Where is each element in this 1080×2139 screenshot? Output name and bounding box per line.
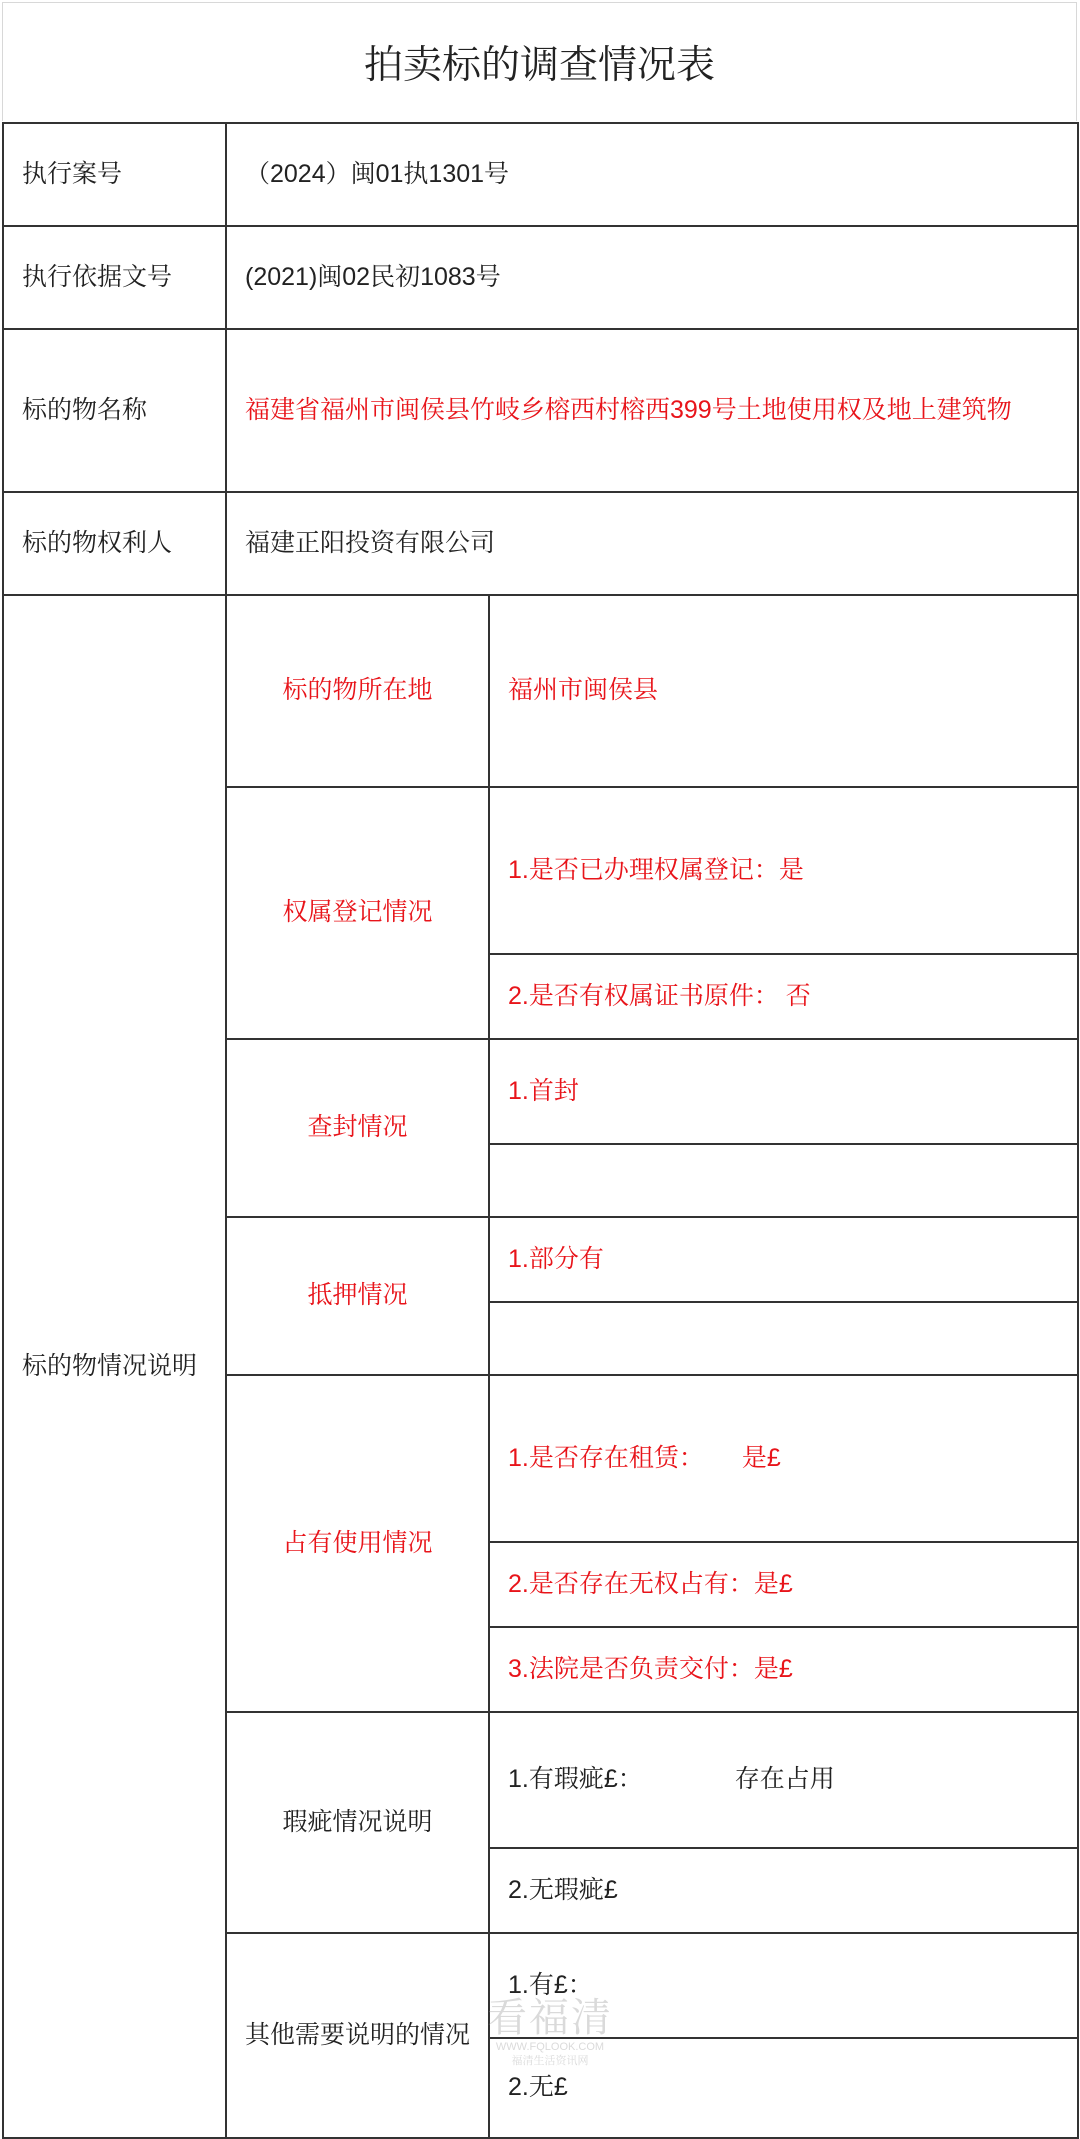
row-basis-doc (3, 226, 1078, 329)
case-no-label: 执行案号 (3, 123, 226, 226)
subject-name-label: 标的物名称 (3, 329, 226, 492)
occupancy-item-2: 2.是否存在无权占有：是£ (489, 1542, 1078, 1627)
occupancy-item-1-label: 1.是否存在租赁： (508, 1443, 704, 1472)
other-item-1: 1.有£： (489, 1933, 1078, 2038)
occupancy-label: 占有使用情况 (226, 1375, 489, 1712)
seizure-item-1: 1.首封 (489, 1039, 1078, 1144)
row-subject-name (3, 329, 1078, 492)
other-label: 其他需要说明的情况 (226, 1933, 489, 2138)
registration-item-1: 1.是否已办理权属登记：是 (489, 787, 1078, 954)
seizure-item-2 (489, 1144, 1078, 1217)
defects-item-1-value: 存在占用 (734, 1765, 835, 1794)
occupancy-item-3: 3.法院是否负责交付：是£ (489, 1627, 1078, 1712)
mortgage-item-2 (489, 1302, 1078, 1375)
details-label: 标的物情况说明 (3, 595, 226, 2138)
defects-item-1 (489, 1712, 1078, 1848)
mortgage-label: 抵押情况 (226, 1217, 489, 1375)
row-owner (3, 492, 1078, 595)
defects-label: 瑕疵情况说明 (226, 1712, 489, 1933)
subject-name-value: 福建省福州市闽侯县竹岐乡榕西村榕西399号土地使用权及地上建筑物 (226, 329, 1078, 492)
case-no-value: （2024）闽01执1301号 (226, 123, 1078, 226)
watermark-main: 看福清 (487, 1996, 613, 2040)
occupancy-item-1 (489, 1375, 1078, 1542)
seizure-label: 查封情况 (226, 1039, 489, 1217)
row-case-no (3, 123, 1078, 226)
basis-doc-value: (2021)闽02民初1083号 (226, 226, 1078, 329)
auction-survey-table (2, 122, 1079, 2139)
location-label: 标的物所在地 (226, 595, 489, 787)
mortgage-item-1: 1.部分有 (489, 1217, 1078, 1302)
location-value: 福州市闽侯县 (489, 595, 1078, 787)
defects-item-1-label: 1.有瑕疵£： (508, 1765, 643, 1794)
watermark-tagline: 福清生活资讯网 (511, 2055, 589, 2067)
other-item-2: 2.无£ (489, 2038, 1078, 2138)
basis-doc-label: 执行依据文号 (3, 226, 226, 329)
watermark-url: WWW.FQLOOK.COM (495, 2041, 605, 2053)
occupancy-item-1-value: 是£ (741, 1443, 781, 1472)
defects-item-2: 2.无瑕疵£ (489, 1848, 1078, 1933)
owner-label: 标的物权利人 (3, 492, 226, 595)
owner-value: 福建正阳投资有限公司 (226, 492, 1078, 595)
page-title: 拍卖标的调查情况表 (2, 2, 1077, 121)
row-location (3, 595, 1078, 787)
registration-label: 权属登记情况 (226, 787, 489, 1039)
registration-item-2: 2.是否有权属证书原件： 否 (489, 954, 1078, 1039)
